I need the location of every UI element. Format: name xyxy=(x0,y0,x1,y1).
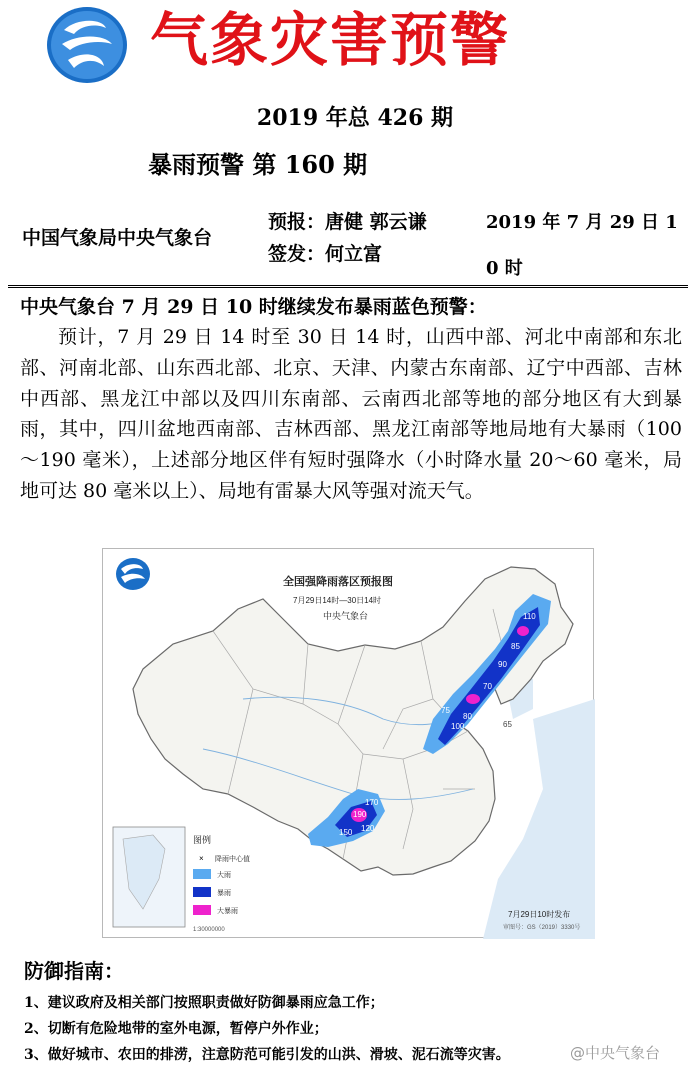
legend-center-marker: × xyxy=(199,854,204,863)
map-number: 审图号：GS（2019）3330号 xyxy=(503,925,581,931)
issuer: 签发：何立富 xyxy=(268,243,383,265)
map-source: 中央气象台 xyxy=(323,611,369,621)
legend-swatch-rainstorm xyxy=(193,887,211,897)
map-title: 全国强降雨落区预报图 xyxy=(283,576,393,588)
map-issued: 7月29日10时发布 xyxy=(508,910,571,919)
legend-title: 图例 xyxy=(193,835,212,845)
guide-item: 1、建议政府及相关部门按照职责做好防御暴雨应急工作； xyxy=(24,995,384,1011)
legend-label-severe: 大暴雨 xyxy=(217,908,238,915)
rain-value: 170 xyxy=(365,798,379,807)
forecaster: 预报：唐健 郭云谦 xyxy=(268,211,427,233)
map-logo-icon xyxy=(116,558,150,590)
forecast-body: 预计，7 月 29 日 14 时至 30 日 14 时，山西中部、河北中南部和东北部、河南北部、山东西北部、北京、天津、内蒙古东南部、辽宁中西部、吉林中西部、黑龙江中部以及四川东南部、云南西北部等地的部分地区有大到暴雨，其中，四川盆地西南部、吉林西部、黑龙江南部等地局地有大暴雨（100～190 毫米），上述部分地区伴有短时强降水（小时降水量 20～60 毫米，局地可达 80 毫米以上）、局地有雷暴大风等强对流天气。 xyxy=(20,326,682,502)
rain-value: 190 xyxy=(353,810,367,819)
cma-logo xyxy=(42,4,132,86)
rain-value: 150 xyxy=(339,828,353,837)
rain-value: 85 xyxy=(511,642,520,651)
rain-value: 75 xyxy=(441,706,450,715)
lead-sentence: 中央气象台 7 月 29 日 10 时继续发布暴雨蓝色预警： xyxy=(20,296,487,318)
header-divider xyxy=(8,285,688,290)
rain-value: 110 xyxy=(523,612,536,621)
rain-value: 80 xyxy=(463,712,472,721)
rain-value: 65 xyxy=(503,720,512,729)
sea-area xyxy=(483,699,595,939)
issue-datetime: 2019 年 7 月 29 日 10 时 xyxy=(486,212,678,279)
guide-item: 3、做好城市、农田的排涝，注意防范可能引发的山洪、滑坡、泥石流等灾害。 xyxy=(24,1047,510,1063)
legend-label-rainstorm: 暴雨 xyxy=(217,890,231,897)
guide-title: 防御指南： xyxy=(24,959,124,983)
rain-value: 90 xyxy=(498,660,507,669)
legend-swatch-severe xyxy=(193,905,211,915)
guide-item: 2、切断有危险地带的室外电源，暂停户外作业； xyxy=(24,1021,328,1037)
rain-value: 100 xyxy=(451,722,465,731)
rain-value: 120 xyxy=(361,824,375,833)
agency-name: 中国气象局中央气象台 xyxy=(22,227,213,249)
rain-value: 70 xyxy=(483,682,492,691)
issue-warning: 暴雨预警 第 160 期 xyxy=(148,150,368,179)
map-legend xyxy=(193,834,250,933)
rainfall-forecast-map xyxy=(102,548,594,938)
legend-swatch-heavy-rain xyxy=(193,869,211,879)
watermark: @中央气象台 xyxy=(570,1044,661,1062)
map-scale: 1:30000000 xyxy=(193,927,225,933)
legend-label-heavy-rain: 大雨 xyxy=(217,872,231,879)
document-title: 气象灾害预警 xyxy=(150,6,511,74)
issue-total: 2019 年总 426 期 xyxy=(256,105,454,131)
legend-label-center: 降雨中心值 xyxy=(215,856,250,863)
map-period: 7月29日14时—30日14时 xyxy=(293,596,382,605)
